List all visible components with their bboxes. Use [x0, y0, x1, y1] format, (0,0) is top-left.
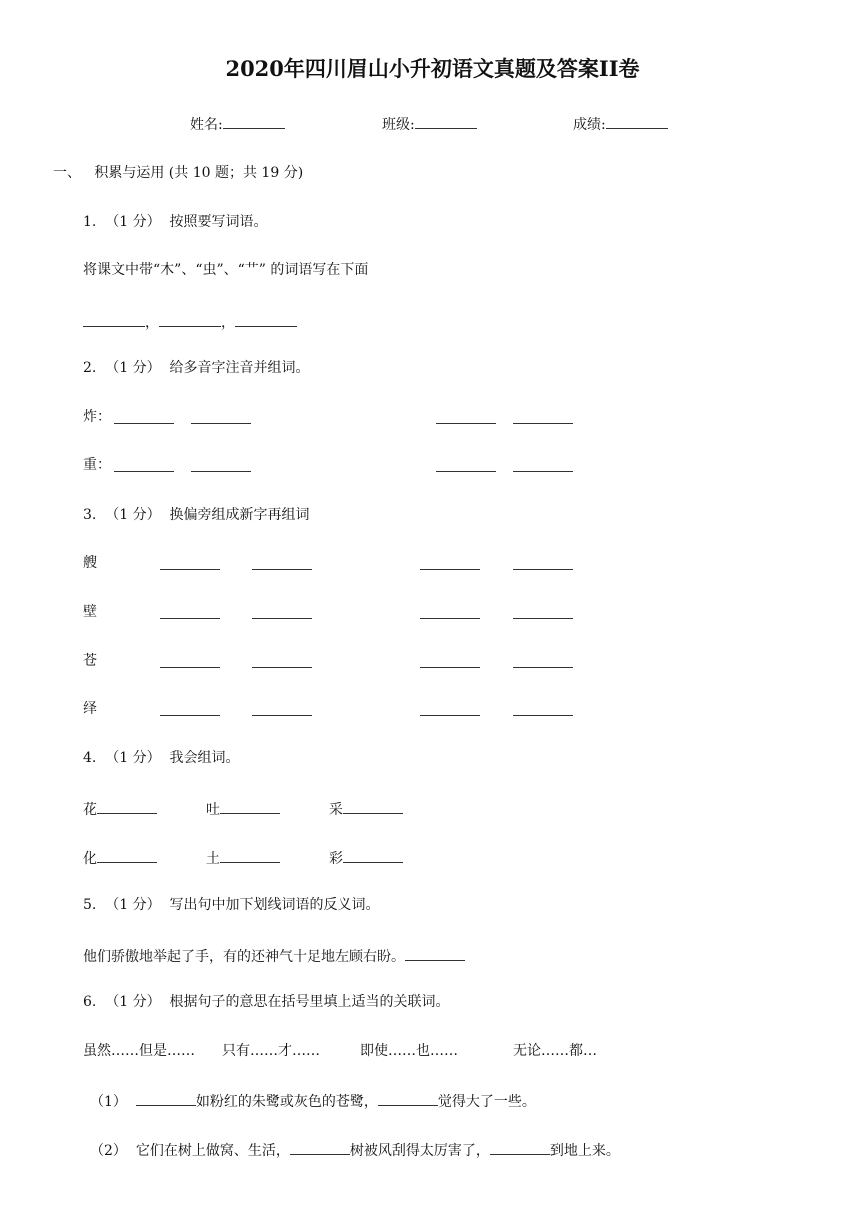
q3-char: 苍 — [83, 653, 97, 669]
page-title: 2020年四川眉山小升初语文真题及答案II卷 — [225, 56, 640, 81]
answer-blank[interactable] — [513, 555, 573, 570]
answer-blank[interactable] — [114, 457, 174, 472]
answer-blank[interactable] — [252, 653, 312, 668]
section-index: 一、 — [53, 165, 81, 181]
answer-blank[interactable] — [420, 604, 480, 619]
q4-char: 彩 — [329, 851, 343, 867]
question-1 — [83, 214, 268, 231]
answer-blank[interactable] — [252, 604, 312, 619]
sentence-text: 如粉红的朱鹭或灰色的苍鹭， — [195, 1094, 378, 1110]
answer-blank[interactable] — [436, 457, 496, 472]
answer-blank[interactable] — [490, 1140, 550, 1155]
question-6 — [83, 994, 450, 1011]
q4-char: 化 — [83, 851, 97, 867]
q4-char: 吐 — [206, 802, 220, 818]
answer-blank[interactable] — [159, 312, 221, 327]
sentence-text: 到地上来。 — [549, 1143, 620, 1159]
answer-blank[interactable] — [235, 312, 297, 327]
question-points: （1 分） — [105, 994, 161, 1010]
answer-blank[interactable] — [220, 848, 280, 863]
answer-blank[interactable] — [513, 604, 573, 619]
sentence-text: 觉得大了一些。 — [437, 1094, 536, 1110]
q4-char: 采 — [329, 802, 343, 818]
q4-item — [329, 799, 403, 819]
q6-sentence-2 — [90, 1140, 620, 1160]
answer-blank[interactable] — [252, 555, 312, 570]
section-title: 积累与运用 (共 10 题；共 19 分) — [94, 165, 304, 181]
sentence-label: （2） — [90, 1143, 127, 1159]
question-points: （1 分） — [105, 897, 161, 913]
question-number: 5. — [83, 897, 97, 913]
answer-blank[interactable] — [513, 409, 573, 424]
class-field[interactable] — [382, 114, 477, 134]
sentence-text: 它们在树上做窝、生活， — [135, 1143, 290, 1159]
sentence-text: 树被风刮得太厉害了， — [349, 1143, 490, 1159]
q3-char: 绎 — [83, 701, 97, 717]
comma: ， — [145, 315, 159, 331]
answer-blank[interactable] — [513, 701, 573, 716]
question-number: 6. — [83, 994, 97, 1010]
question-points: （1 分） — [105, 507, 161, 523]
answer-blank[interactable] — [513, 457, 573, 472]
q3-char: 艘 — [83, 555, 97, 571]
answer-blank[interactable] — [378, 1091, 438, 1106]
answer-blank[interactable] — [136, 1091, 196, 1106]
q4-char: 花 — [83, 802, 97, 818]
question-text: 我会组词。 — [169, 750, 240, 766]
answer-blank[interactable] — [420, 653, 480, 668]
question-2 — [83, 360, 310, 377]
q3-char: 壁 — [83, 604, 97, 620]
q1-instruction: 将课文中带“木”、“虫”、“艹” 的词语写在下面 — [83, 262, 369, 278]
q6-option: 虽然……但是…… — [83, 1043, 195, 1059]
question-text: 根据句子的意思在括号里填上适当的关联词。 — [169, 994, 450, 1010]
answer-blank[interactable] — [420, 555, 480, 570]
question-text: 写出句中加下划线词语的反义词。 — [169, 897, 380, 913]
question-4 — [83, 750, 240, 767]
score-field[interactable] — [573, 114, 668, 134]
answer-blank[interactable] — [343, 799, 403, 814]
answer-blank[interactable] — [160, 701, 220, 716]
sentence-label: （1） — [90, 1094, 127, 1110]
question-number: 3. — [83, 507, 97, 523]
answer-blank[interactable] — [436, 409, 496, 424]
answer-blank[interactable] — [191, 409, 251, 424]
answer-blank[interactable] — [160, 604, 220, 619]
section-heading — [53, 165, 303, 182]
name-field[interactable] — [190, 114, 285, 134]
answer-blank[interactable] — [290, 1140, 350, 1155]
q4-item — [83, 799, 157, 819]
question-number: 1. — [83, 214, 97, 230]
answer-blank[interactable] — [160, 653, 220, 668]
question-text: 按照要写词语。 — [169, 214, 268, 230]
q5-sentence-row — [83, 946, 465, 966]
question-text: 换偏旁组成新字再组词 — [169, 507, 310, 523]
answer-blank[interactable] — [160, 555, 220, 570]
q2-char-label: 炸： — [83, 409, 111, 425]
answer-blank[interactable] — [97, 799, 157, 814]
q5-sentence: 他们骄傲地举起了手，有的还神气十足地左顾右盼。 — [83, 949, 405, 965]
q4-item — [329, 848, 403, 868]
q2-char-label: 重： — [83, 457, 111, 473]
class-blank[interactable] — [415, 114, 477, 129]
answer-blank[interactable] — [83, 312, 145, 327]
name-blank[interactable] — [223, 114, 285, 129]
q4-item — [206, 799, 280, 819]
question-points: （1 分） — [105, 360, 161, 376]
q6-option: 只有……才…… — [222, 1043, 320, 1059]
answer-blank[interactable] — [220, 799, 280, 814]
question-5 — [83, 897, 380, 914]
answer-blank[interactable] — [191, 457, 251, 472]
q4-item — [206, 848, 280, 868]
q6-sentence-1 — [90, 1091, 536, 1111]
q1-answer-row — [83, 312, 297, 332]
name-label: 姓名: — [190, 117, 223, 133]
q4-char: 土 — [206, 851, 220, 867]
answer-blank[interactable] — [97, 848, 157, 863]
class-label: 班级: — [382, 117, 415, 133]
answer-blank[interactable] — [513, 653, 573, 668]
answer-blank[interactable] — [420, 701, 480, 716]
question-3 — [83, 507, 310, 524]
answer-blank[interactable] — [343, 848, 403, 863]
score-blank[interactable] — [606, 114, 668, 129]
question-points: （1 分） — [105, 214, 161, 230]
question-text: 给多音字注音并组词。 — [169, 360, 310, 376]
answer-blank[interactable] — [405, 946, 465, 961]
question-number: 4. — [83, 750, 97, 766]
answer-blank[interactable] — [114, 409, 174, 424]
score-label: 成绩: — [573, 117, 606, 133]
question-number: 2. — [83, 360, 97, 376]
answer-blank[interactable] — [252, 701, 312, 716]
q6-option: 即使……也…… — [360, 1043, 458, 1059]
q6-option: 无论……都… — [513, 1043, 597, 1059]
question-points: （1 分） — [105, 750, 161, 766]
q4-item — [83, 848, 157, 868]
comma: ， — [221, 315, 235, 331]
